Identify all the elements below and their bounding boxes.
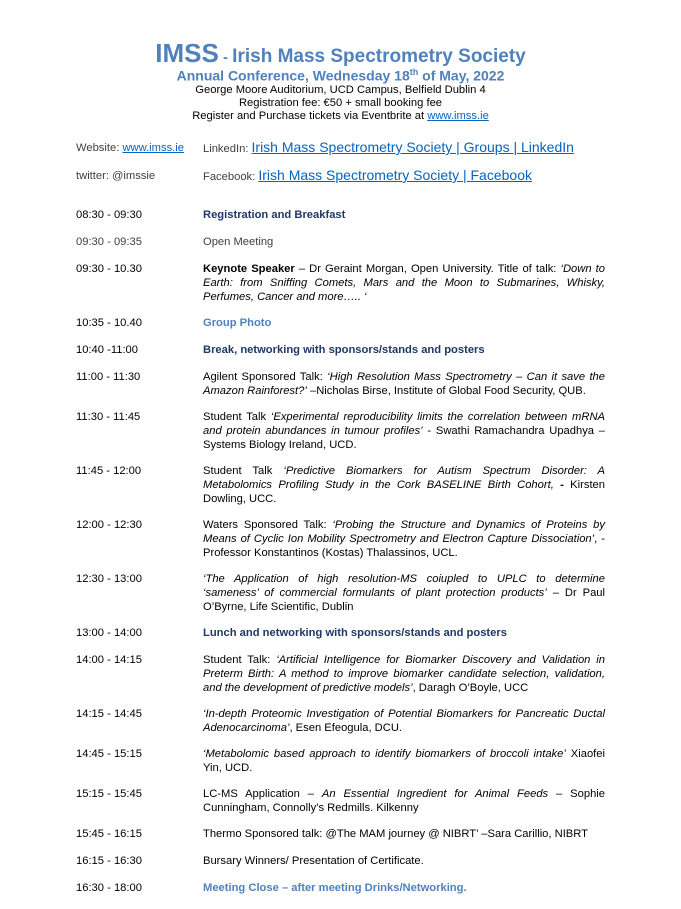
schedule-time: 10:40 -11:00 xyxy=(76,344,138,356)
schedule-time: 08:30 - 09:30 xyxy=(76,209,142,221)
schedule-lead: Student Talk xyxy=(203,411,271,423)
website-label: Website: xyxy=(76,142,123,154)
schedule-description: Thermo Sponsored talk: @The MAM journey @ NIBRT’ –Sara Carillio, NIBRT xyxy=(203,828,588,840)
org-full-name: Irish Mass Spectrometry Society xyxy=(232,46,526,67)
schedule-talk-title: ‘Artificial Intelligence for Biomarker Discovery and Validation in Preterm Birth: A method to improve biomarker candidate selection, validation, and the development of predictive models’ xyxy=(203,654,605,694)
schedule-talk-title: ‘The Application of high resolution-MS coiupled to UPLC to determine ‘sameness’ of commercial formulants of plant protection products’ xyxy=(203,573,605,599)
conference-date-sup: th xyxy=(409,67,419,77)
schedule-text: – Dr Geraint Morgan, Open University. Title of talk: xyxy=(294,263,561,275)
facebook-label: Facebook: xyxy=(203,171,259,183)
schedule-description xyxy=(203,747,605,775)
schedule-lead: Agilent Sponsored Talk: xyxy=(203,371,328,383)
schedule-description xyxy=(203,787,605,815)
registration-fee: Registration fee: €50 + small booking fee xyxy=(238,97,443,109)
schedule-time: 16:15 - 16:30 xyxy=(76,855,142,867)
linkedin-link[interactable]: Irish Mass Spectrometry Society | Groups | LinkedIn xyxy=(251,139,574,155)
schedule-time: 11:00 - 11:30 xyxy=(76,371,141,383)
website-contact xyxy=(76,142,184,154)
schedule-title: Registration and Breakfast xyxy=(203,209,346,221)
org-short-name: IMSS xyxy=(155,38,219,68)
schedule-time: 12:00 - 12:30 xyxy=(76,519,142,531)
schedule-talk-title: ‘Experimental reproducibility limits the correlation between mRNA and protein abundances in tumour profiles’ xyxy=(203,411,605,437)
register-link[interactable]: www.imss.ie xyxy=(427,110,489,122)
schedule-time: 14:00 - 14:15 xyxy=(76,654,142,666)
schedule-text: , Esen Efeogula, DCU. xyxy=(289,722,403,734)
schedule-time: 10:35 - 10.40 xyxy=(76,317,142,329)
schedule-time: 15:45 - 16:15 xyxy=(76,828,142,840)
schedule-talk-title: ‘In-depth Proteomic Investigation of Potential Biomarkers for Pancreatic Ductal Adenocarcinoma’ xyxy=(203,708,605,734)
schedule-text: –Nicholas Birse, Institute of Global Food Security, QUB. xyxy=(306,385,586,397)
schedule-talk-title: ‘Down to Earth: from Sniffing Comets, Mars and the Moon to Submarines, Whisky, Perfumes, Cancer and more….. ‘ xyxy=(203,263,605,303)
org-separator: - xyxy=(218,49,233,66)
linkedin-contact xyxy=(203,139,574,155)
schedule-lead: Student Talk xyxy=(203,465,284,477)
schedule-talk-title: ‘Predictive Biomarkers for Autism Spectrum Disorder: A Metabolomics Profiling Study in the Cork BASELINE Birth Cohort, xyxy=(203,465,605,491)
schedule-time: 12:30 - 13:00 xyxy=(76,573,142,585)
schedule-text: – Dr Paul O’Byrne, Life Scientific, Dublin xyxy=(203,587,605,613)
schedule-time: 09:30 - 09:35 xyxy=(76,236,142,248)
linkedin-label: LinkedIn: xyxy=(203,143,252,155)
website-link[interactable]: www.imss.ie xyxy=(122,142,184,154)
twitter-contact: twitter: @imssie xyxy=(76,170,156,182)
schedule-separator: - xyxy=(553,479,571,491)
schedule-text: – Sophie Cunningham, Connolly’s Redmills. Kilkenny xyxy=(203,788,606,814)
schedule-time: 14:15 - 14:45 xyxy=(76,708,142,720)
schedule-description xyxy=(203,370,605,398)
schedule-description xyxy=(203,572,605,614)
schedule-lead: Waters Sponsored Talk: xyxy=(203,519,333,531)
schedule-description xyxy=(203,653,605,695)
schedule-talk-title: ‘High Resolution Mass Spectrometry – Can it save the Amazon Rainforest?’ xyxy=(203,371,605,397)
schedule-description xyxy=(203,518,605,560)
schedule-talk-title: ‘Probing the Structure and Dynamics of Proteins by Means of Cyclic Ion Mobility Spectrometry and Electron Capture Dissociation’ xyxy=(203,519,605,545)
schedule-time: 13:00 - 14:00 xyxy=(76,627,142,639)
schedule-title: Meeting Close – after meeting Drinks/Networking. xyxy=(203,882,467,894)
schedule-time: 16:30 - 18:00 xyxy=(76,882,142,894)
schedule-time: 11:30 - 11:45 xyxy=(76,411,141,423)
schedule-text: Kirsten Dowling, UCC. xyxy=(203,479,605,505)
schedule-text: , Daragh O’Boyle, UCC xyxy=(412,682,529,694)
schedule-lead: Student Talk: xyxy=(203,654,277,666)
venue: George Moore Auditorium, UCD Campus, Belfield Dublin 4 xyxy=(195,84,486,96)
schedule-description xyxy=(203,410,605,452)
schedule-title: Group Photo xyxy=(203,317,272,329)
register-line xyxy=(0,110,681,123)
schedule-description xyxy=(203,464,605,506)
schedule-description xyxy=(203,262,605,304)
schedule-time: 14:45 - 15:15 xyxy=(76,748,142,760)
schedule-talk-title: An Essential Ingredient for Animal Feeds xyxy=(321,788,549,800)
conference-date xyxy=(0,67,681,84)
schedule-title: Break, networking with sponsors/stands and posters xyxy=(203,344,485,356)
schedule-talk-title: ‘Metabolomic based approach to identify biomarkers of broccoli intake’ xyxy=(203,748,566,760)
page-title xyxy=(0,38,681,69)
schedule-title: Open Meeting xyxy=(203,236,274,248)
schedule-time: 09:30 - 10.30 xyxy=(76,263,142,275)
conference-date-post: of May, 2022 xyxy=(418,67,505,84)
schedule-title: Lunch and networking with sponsors/stands and posters xyxy=(203,627,507,639)
schedule-description: Bursary Winners/ Presentation of Certificate. xyxy=(203,855,424,867)
schedule-text: , - Professor Konstantinos (Kostas) Thalassinos, UCL. xyxy=(203,533,605,559)
schedule-text: Xiaofei Yin, UCD. xyxy=(203,748,606,774)
schedule-time: 15:15 - 15:45 xyxy=(76,788,142,800)
register-text: Register and Purchase tickets via Eventbrite at xyxy=(192,110,428,122)
conference-date-pre: Annual Conference, Wednesday 18 xyxy=(176,67,410,84)
schedule-lead: LC-MS Application – xyxy=(203,788,322,800)
schedule-description xyxy=(203,707,605,735)
schedule-text: - Swathi Ramachandra Upadhya – Systems Biology Ireland, UCD. xyxy=(203,425,605,451)
facebook-link[interactable]: Irish Mass Spectrometry Society | Facebook xyxy=(258,167,532,183)
schedule-time: 11:45 - 12:00 xyxy=(76,465,142,477)
facebook-contact xyxy=(203,167,532,183)
schedule-lead: Keynote Speaker xyxy=(203,263,295,275)
